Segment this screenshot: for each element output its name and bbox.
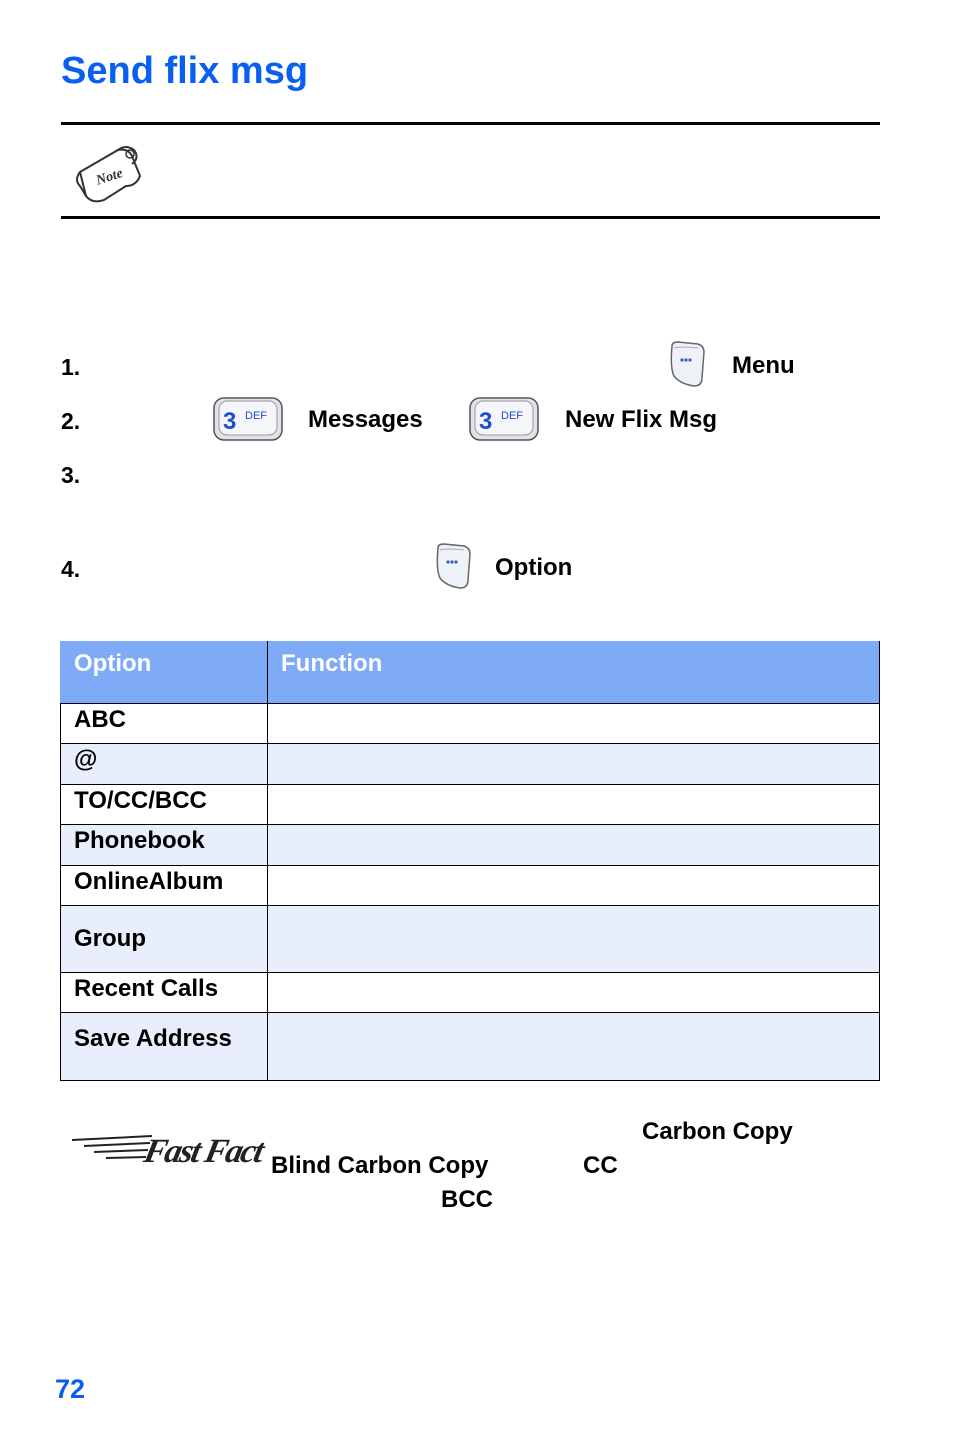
option-cell: OnlineAlbum [61,866,268,906]
option-cell: Group [61,906,268,973]
key-3-letters: DEF [501,410,523,422]
fast-fact-bcc: BCC [441,1186,493,1213]
softkey-icon [668,340,706,388]
step-2-messages-label: Messages [308,406,423,433]
key-3-digit: 3 [479,408,493,435]
option-cell: Phonebook [61,825,268,866]
fast-fact-blind-carbon-copy: Blind Carbon Copy [271,1152,489,1179]
step-2-number: 2. [61,408,81,434]
option-cell: Save Address [61,1013,268,1081]
fast-fact-logo [70,1126,266,1170]
option-cell: @ [61,744,268,785]
key-3-letters: DEF [245,410,267,422]
step-3-number: 3. [61,462,81,488]
step-1-menu-label: Menu [732,352,795,379]
table-row [61,825,880,866]
key-3-def-icon [211,393,285,443]
step-4-number: 4. [61,556,81,582]
option-cell: Recent Calls [61,973,268,1013]
option-cell: TO/CC/BCC [61,785,268,825]
function-cell [268,973,880,1013]
table-row [61,704,880,744]
table-row [61,973,880,1013]
softkey-icon [434,542,472,590]
table-row [61,866,880,906]
fast-fact-logo-text: Fast Fact [140,1132,266,1170]
fast-fact-cc: CC [583,1152,618,1179]
page-title: Send flix msg [61,50,309,92]
step-1-number: 1. [61,354,81,380]
function-cell [268,785,880,825]
options-table [60,641,880,1081]
table-header-row [61,642,880,704]
function-cell [268,744,880,785]
note-icon [70,142,146,206]
key-3-def-icon [467,393,541,443]
function-cell [268,704,880,744]
function-cell [268,866,880,906]
table-row [61,906,880,973]
svg-text:Note: Note [94,166,125,189]
function-cell [268,825,880,866]
table-row [61,1013,880,1081]
page-number: 72 [55,1374,86,1404]
fast-fact-carbon-copy: Carbon Copy [642,1118,793,1145]
table-header-function: Function [268,642,880,704]
step-4-option-label: Option [495,554,573,581]
table-row [61,785,880,825]
key-3-digit: 3 [223,408,237,435]
function-cell [268,1013,880,1081]
function-cell [268,906,880,973]
option-cell: ABC [61,704,268,744]
table-row [61,744,880,785]
note-top-rule [61,122,880,125]
note-bottom-rule [61,216,880,219]
table-header-option: Option [61,642,268,704]
step-2-new-flix-msg-label: New Flix Msg [565,406,718,433]
